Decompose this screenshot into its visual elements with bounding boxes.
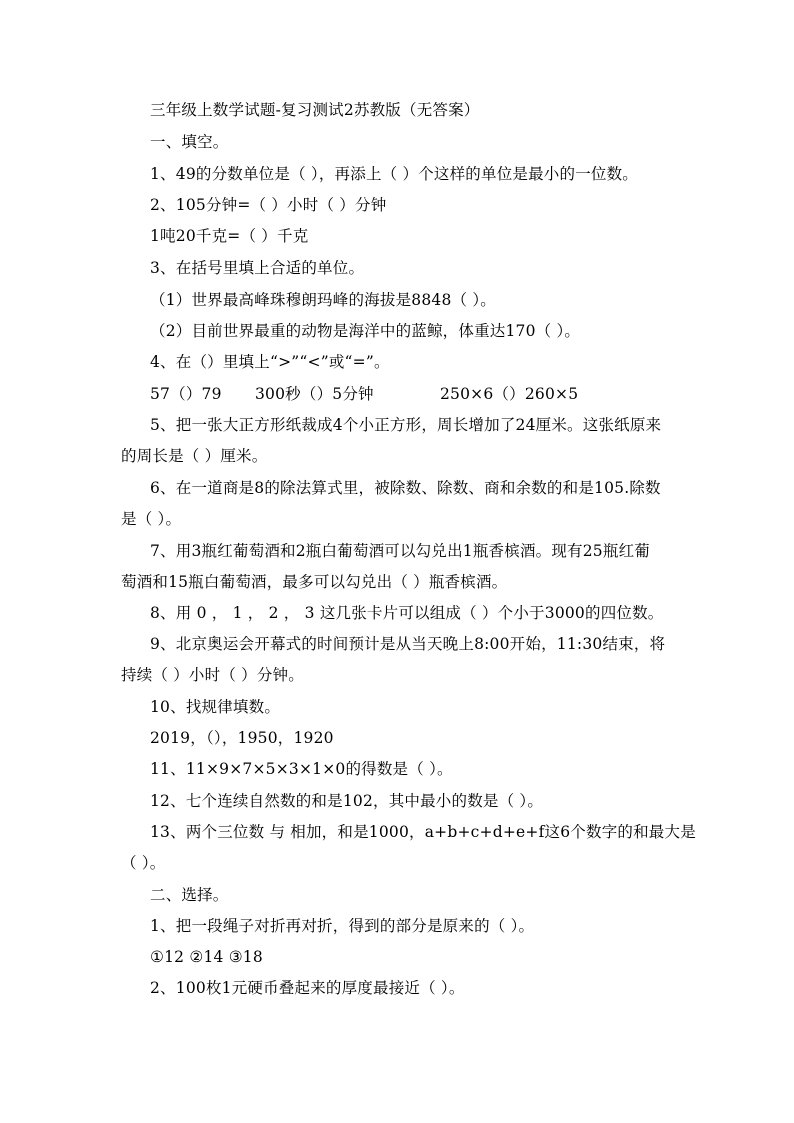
- question-7-line-1: 7、用3瓶红葡萄酒和2瓶白葡萄酒可以勾兑出1瓶香槟酒。现有25瓶红葡: [150, 542, 650, 560]
- question-4-comparisons: [150, 384, 630, 404]
- question-9-line-2: 持续（ ）小时（ ）分钟。: [121, 666, 304, 684]
- question-3-item-1: （1）世界最高峰珠穆朗玛峰的海拔是8848（ ）。: [150, 291, 496, 309]
- question-6-line-2: 是（ ）。: [121, 510, 182, 528]
- question-2-part-a: 2、105分钟=（ ）小时（ ）分钟: [150, 196, 387, 214]
- question-9-line-1: 9、北京奥运会开幕式的时间预计是从当天晚上8:00开始，11:30结束，将: [150, 635, 666, 653]
- section-heading-fill-in: 一、填空。: [150, 133, 229, 151]
- question-3: 3、在括号里填上合适的单位。: [150, 259, 365, 277]
- comparison-b: 300秒（）5分钟: [255, 385, 374, 403]
- question-13-line-1: 13、两个三位数 与 相加，和是1000，a+b+c+d+e+f这6个数字的和最大是: [150, 823, 696, 841]
- section-heading-choice: 二、选择。: [150, 886, 229, 904]
- choice-question-1: 1、把一段绳子对折再对折，得到的部分是原来的（ ）。: [150, 917, 535, 935]
- question-4: 4、在（）里填上“>”“<”或“=”。: [150, 353, 390, 371]
- question-12: 12、七个连续自然数的和是102，其中最小的数是（ ）。: [150, 792, 544, 810]
- comparison-a: 57（）79: [150, 385, 222, 403]
- question-11: 11、11×9×7×5×3×1×0的得数是（ ）。: [150, 760, 453, 778]
- question-6-line-1: 6、在一道商是8的除法算式里，被除数、除数、商和余数的和是105.除数: [150, 479, 661, 497]
- question-10: 10、找规律填数。: [150, 698, 281, 716]
- question-7-line-2: 萄酒和15瓶白葡萄酒，最多可以勾兑出（ ）瓶香槟酒。: [121, 573, 508, 591]
- question-5-line-1: 5、把一张大正方形纸裁成4个小正方形，周长增加了24厘米。这张纸原来: [150, 416, 662, 434]
- choice-question-1-options: ①12 ②14 ③18: [150, 948, 263, 966]
- question-13-line-2: （ ）。: [121, 854, 166, 872]
- question-1: 1、49的分数单位是（ ），再添上（ ）个这样的单位是最小的一位数。: [150, 165, 638, 183]
- question-2-part-b: 1吨20千克=（ ）千克: [150, 227, 309, 245]
- choice-question-2: 2、100枚1元硬币叠起来的厚度最接近（ ）。: [150, 979, 465, 997]
- question-8: 8、用 0 ， 1 ， 2 ， 3 这几张卡片可以组成（ ）个小于3000的四位数。: [150, 604, 664, 622]
- question-3-item-2: （2）目前世界最重的动物是海洋中的蓝鲸，体重达170（ ）。: [150, 322, 581, 340]
- question-5-line-2: 的周长是（ ）厘米。: [121, 447, 268, 465]
- document-title: 三年级上数学试题-复习测试2苏教版（无答案）: [150, 101, 480, 119]
- comparison-c: 250×6（）260×5: [440, 385, 579, 403]
- question-10-sequence: 2019，（），1950，1920: [150, 729, 334, 747]
